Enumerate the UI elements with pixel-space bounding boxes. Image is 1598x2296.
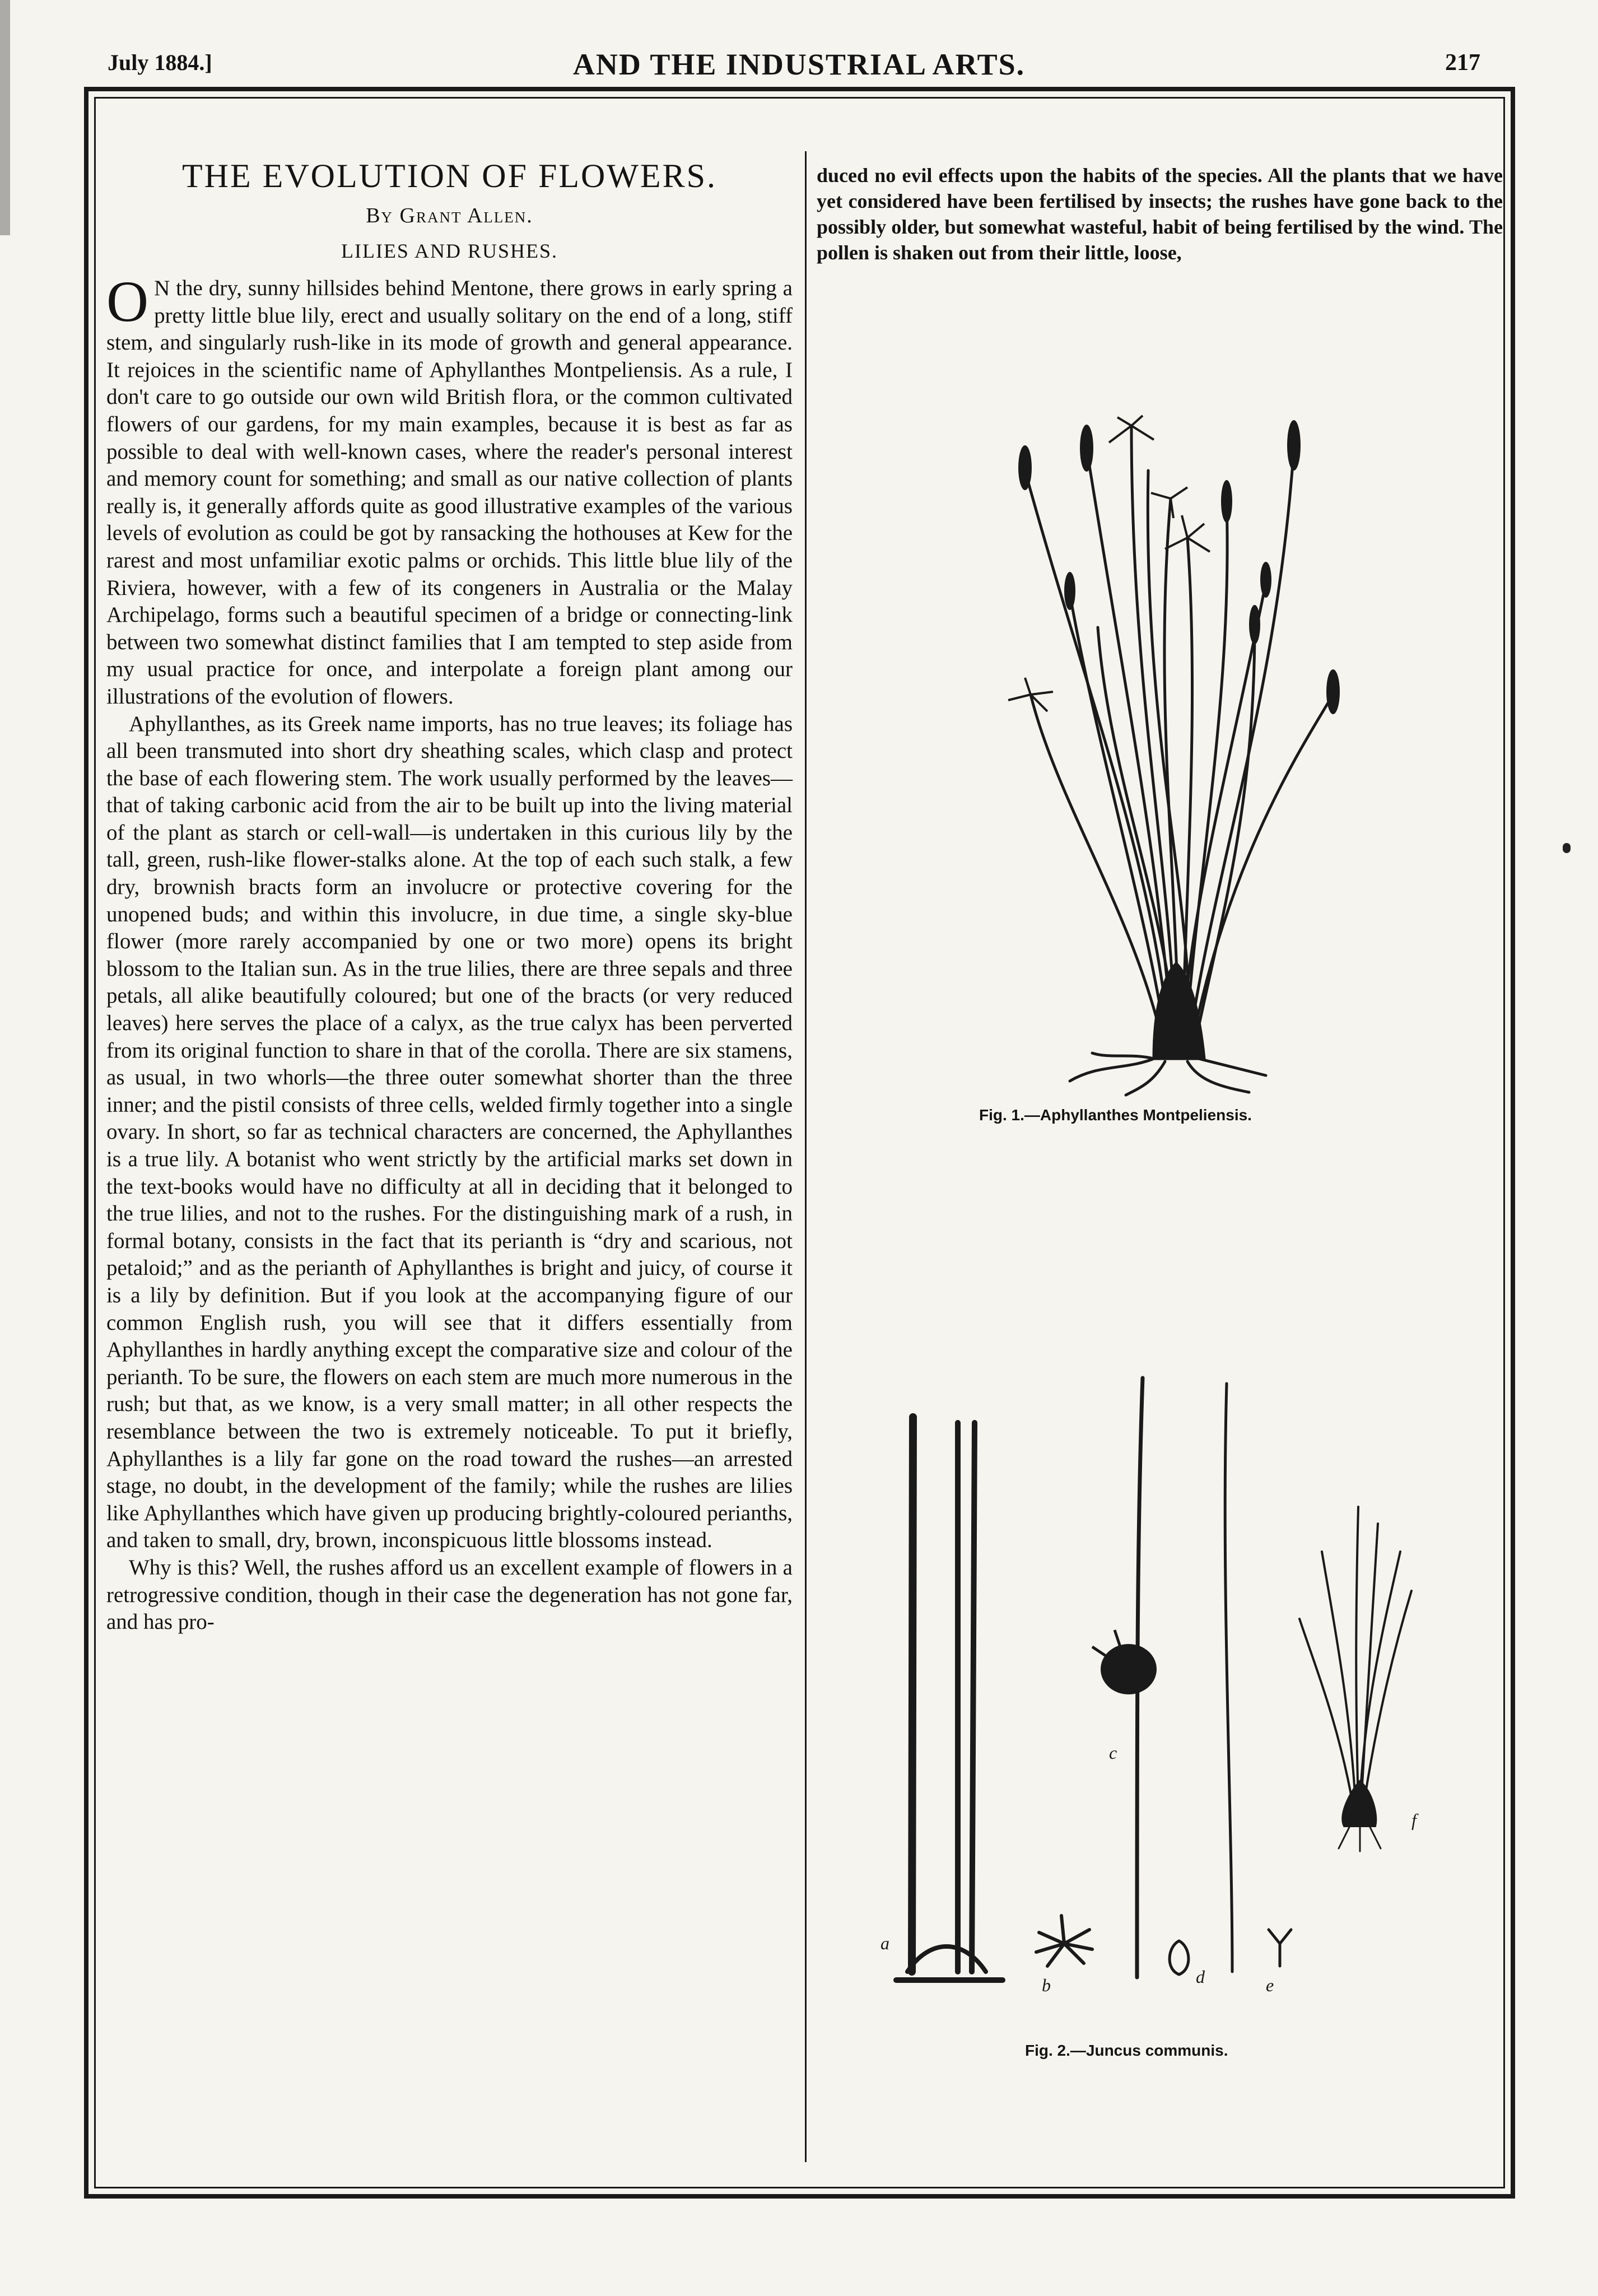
figure-2-label-a: a [880,1933,889,1953]
scan-dot [1563,843,1571,853]
column-rule [805,151,807,2162]
paragraph-1 [106,269,793,711]
figure-1-aphyllanthes [986,415,1367,1098]
paragraph-1-text: N the dry, sunny hillsides behind Mentone, there grows in early spring a pretty little blue lily, erect and usually solitary on the end of a long, stiff stem, and singularly rush-like in its mode of growth and general appearance. It rejoices in the scientific name of Aphyllanthes Montpeliensis. As a rule, I don't care to go outside our own wild British flora, or the common cultivated flowers of our gardens, for my main examples, because it is best as far as possible to deal with well-known cases, where the reader's personal interest and memory count for something; and small as our native collection of plants really is, it generally affords quite as good illustrative examples of the various levels of evolution as could be got by ransacking the hothouses at Kew for the rarest and most unfamiliar exotic palms or orchids. This little blue lily of the Riviera, however, with a few of its congeners in Australia or the Malay Archipelago, forms such a beautiful specimen of a bridge or connecting-link between two somewhat distinct families that I am tempted to step aside from my usual practice for once, and interpolate a foreign plant among our illustrations of the evolution of flowers. [106,276,793,709]
figure-2-label-c: c [1109,1743,1117,1763]
article-subtitle: LILIES AND RUSHES. [341,240,558,262]
article-body-left [106,269,793,1636]
paragraph-2: Aphyllanthes, as its Greek name imports, has no true leaves; its foliage has all been transmuted into short dry sheathing scales, which clasp and protect the base of each flowering stem. The work usually performed by the leaves—that of taking carbonic acid from the air to be built up into the living material of the plant as starch or cell-wall—is undertaken in this curious lily by the tall, green, rush-like flower-stalks alone. At the top of each such stalk, a few dry, brownish bracts form an involucre or protective covering for the unopened buds; and within this involucre, in due time, a single sky-blue flower (more rarely accompanied by one or two more) opens its bright blossom to the Italian sun. As in the true lilies, there are three sepals and three petals, all alike beautifully coloured; but one of the bracts (or very reduced leaves) here serves the place of a calyx, as the true calyx has been perverted from its original function to share in that of the corolla. There are six stamens, as usual, in two whorls—the three outer somewhat shorter than the three inner; and the pistil consists of three cells, welded firmly together into a single ovary. In short, so far as technical characters are concerned, the Aphyllanthes is a true lily. A botanist who went strictly by the artificial marks set down in the text-books would have no difficulty at all in deciding that it belonged to the true lilies, and not to the rushes. For the distinguishing mark of a rush, in formal botany, consists in the fact that its perianth is “dry and scarious, not petaloid;” and as the perianth of Aphyllanthes is bright and juicy, of course it is a lily by definition. But if you look at the accompanying figure of our common English rush, you will see that it differs essentially from Aphyllanthes in hardly anything except the comparative size and colour of the perianth. To be sure, the flowers on each stem are much more numerous in the rush; but that, as we know, is a very small matter; in all other respects the resemblance between the two is extremely noticeable. To put it briefly, Aphyllanthes is a lily far gone on the road toward the rushes—an arrested stage, no doubt, in the development of the family; while the rushes are lilies like Aphyllanthes which have given up producing brightly-coloured perianths, and taken to small, dry, brown, inconspicuous little blossoms instead. [106,711,793,1553]
paragraph-4: duced no evil effects upon the habits of the species. All the plants that we have yet considered have been fertilised by insects; the rushes have gone back to the possibly older, but somewhat wasteful, habit of being fertilised by the wind. The pollen is shaken out from their little, loose, [817,164,1503,264]
figure-2-caption: Fig. 2.—Juncus communis. [1025,2042,1228,2059]
article-body-right [817,162,1503,266]
article-title: THE EVOLUTION OF FLOWERS. [182,157,717,194]
running-head [0,49,1598,83]
article-byline: By Grant Allen. [366,204,533,227]
journal-title: AND THE INDUSTRIAL ARTS. [572,48,1026,81]
page-number: 217 [1445,50,1480,76]
right-column [817,162,1503,266]
figure-1-caption: Fig. 1.—Aphyllanthes Montpeliensis. [979,1106,1252,1124]
issue-date: July 1884.] [108,50,212,75]
left-column [106,151,793,1636]
figure-2-label-f: f [1411,1810,1417,1830]
scan-edge-mark [0,0,10,235]
figure-2-juncus [874,1367,1456,2016]
drop-cap: O [106,269,149,334]
figure-2-label-b: b [1042,1975,1051,1995]
figure-2-label-e: e [1266,1975,1274,1995]
figure-2-label-d: d [1196,1967,1205,1987]
paragraph-3: Why is this? Well, the rushes afford us an excellent example of flowers in a retrogressive condition, though in their case the degeneration has not gone far, and has pro- [106,1555,793,1634]
